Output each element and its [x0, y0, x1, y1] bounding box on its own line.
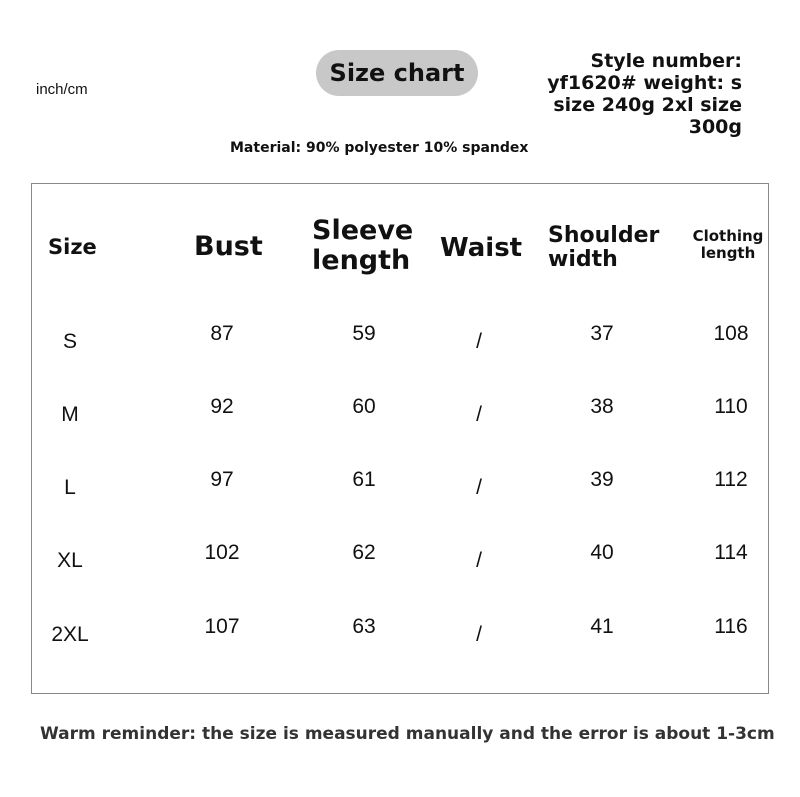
table-cell: 2XL: [51, 623, 89, 646]
table-cell: 112: [714, 468, 748, 491]
header-sleeve: Sleeve length: [312, 215, 414, 276]
table-cell: 108: [713, 322, 749, 345]
header-shoulder: Shoulder width: [548, 223, 660, 273]
table-cell: 61: [352, 468, 376, 491]
table-cell: /: [476, 549, 482, 572]
table-cell: 63: [352, 615, 376, 638]
header-waist: Waist: [440, 233, 523, 263]
table-cell: 39: [590, 468, 614, 491]
page-title: Size chart: [316, 50, 478, 96]
style-info: Style number: yf1620# weight: s size 240g 2xl size 300g: [547, 50, 742, 138]
table-cell: 62: [352, 541, 376, 564]
table-cell: 107: [204, 615, 240, 638]
table-cell: 38: [590, 395, 614, 418]
table-cell: 37: [590, 322, 614, 345]
table-cell: 59: [352, 322, 376, 345]
header-size: Size: [48, 235, 97, 259]
unit-label: inch/cm: [36, 81, 88, 98]
table-cell: 41: [590, 615, 614, 638]
table-cell: /: [476, 403, 482, 426]
header-length: Clothing length: [692, 227, 764, 262]
table-cell: S: [62, 330, 78, 353]
table-cell: 110: [714, 395, 748, 418]
table-cell: XL: [57, 549, 83, 572]
table-cell: 114: [714, 541, 748, 564]
table-cell: L: [64, 476, 76, 499]
table-cell: M: [61, 403, 79, 426]
table-cell: 60: [352, 395, 376, 418]
table-cell: 40: [590, 541, 614, 564]
table-cell: /: [476, 623, 482, 646]
table-cell: 116: [714, 615, 748, 638]
warm-reminder: Warm reminder: the size is measured manually and the error is about 1-3cm: [40, 724, 775, 744]
table-cell: /: [476, 330, 482, 353]
table-cell: 102: [204, 541, 240, 564]
table-cell: 97: [210, 468, 234, 491]
table-cell: 92: [210, 395, 234, 418]
table-cell: /: [476, 476, 482, 499]
header-bust: Bust: [194, 231, 263, 262]
material-info: Material: 90% polyester 10% spandex: [230, 140, 529, 156]
table-cell: 87: [210, 322, 234, 345]
size-table: [31, 183, 769, 694]
